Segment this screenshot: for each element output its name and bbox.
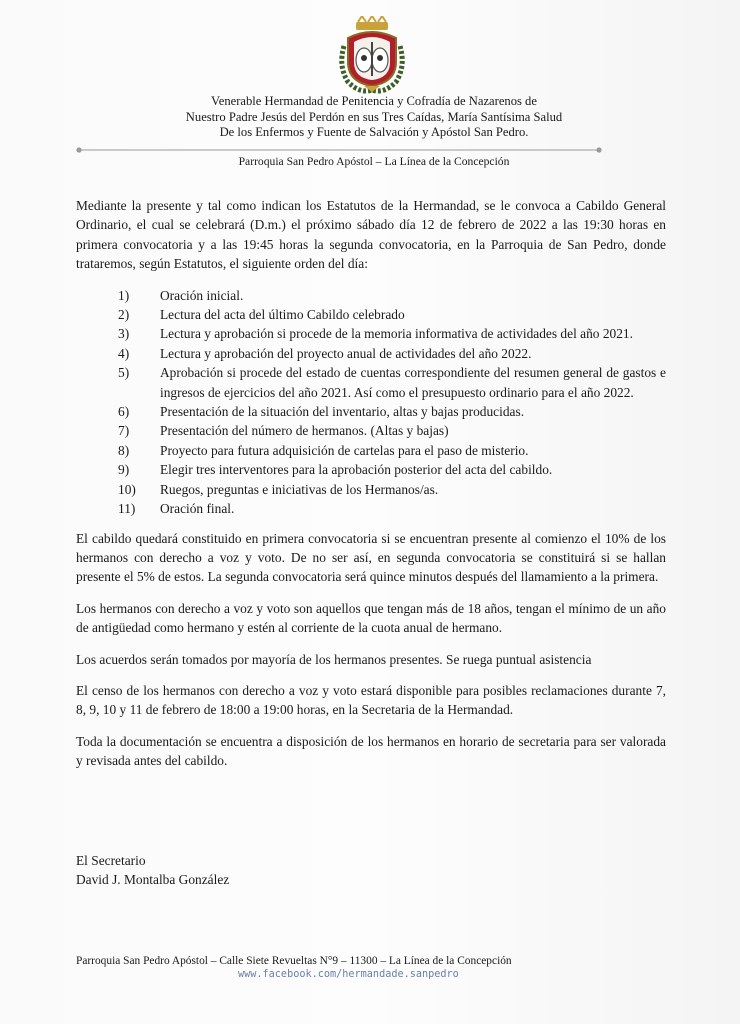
facebook-link[interactable]: www.facebook.com/hermandade.sanpedro: [238, 969, 459, 980]
agenda-number: 2): [118, 307, 130, 323]
documentation-paragraph: Toda la documentación se encuentra a disposición de los hermanos en horario de secretaria para ser valorada y revisada antes del cabildo.: [76, 733, 666, 769]
agenda-number: 3): [118, 326, 130, 342]
agenda-number: 1): [118, 287, 130, 303]
list-item: [76, 421, 666, 440]
agenda-number: 5): [118, 365, 130, 381]
list-item: [76, 344, 666, 363]
parish-subtitle: Parroquia San Pedro Apóstol – La Línea de la Concepción: [238, 155, 510, 168]
agenda-number: 9): [118, 462, 130, 478]
agenda-text: Lectura del acta del último Cabildo celebrado: [160, 307, 405, 323]
census-paragraph: El censo de los hermanos con derecho a voz y voto estará disponible para posibles reclamaciones durante 7, 8, 9, 10 y 11 de febrero de 18:00 a 19:00 horas, en la Secretaria de la Hermandad.: [76, 682, 666, 718]
agenda-text: Lectura y aprobación si procede de la memoria informativa de actividades del año 2021.: [160, 326, 633, 342]
list-item: [76, 460, 666, 479]
header-divider: [76, 147, 602, 153]
letter-body: [76, 196, 666, 771]
list-item: [76, 324, 666, 343]
voting-rights-paragraph: Los hermanos con derecho a voz y voto son aquellos que tengan más de 18 años, tengan el mínimo de un año de antigüedad como hermano y estén al corriente de la cuota anual de hermano.: [76, 600, 666, 636]
brotherhood-crest-icon: [334, 16, 410, 94]
signer-name: David J. Montalba González: [76, 872, 230, 888]
quorum-paragraph: El cabildo quedará constituido en primera convocatoria si se encuentran presente al comienzo el 10% de los hermanos con derecho a voz y voto. De no ser así, en segunda convocatoria se constituirá si se hallan presente el 5% de estos. La segunda convocatoria será quince minutos después del llamamiento a la primera.: [76, 530, 666, 585]
signer-role: El Secretario: [76, 853, 146, 868]
list-item: [76, 480, 666, 499]
agenda-text: Oración final.: [160, 501, 235, 517]
list-item: [76, 363, 666, 402]
agenda-number: 8): [118, 442, 130, 458]
agreements-paragraph: Los acuerdos serán tomados por mayoría de los hermanos presentes. Se ruega puntual asistencia: [76, 651, 592, 667]
agenda-text: Oración inicial.: [160, 287, 244, 303]
list-item: [76, 286, 666, 305]
list-item: [76, 441, 666, 460]
agenda-number: 4): [118, 345, 130, 361]
agenda-number: 7): [118, 423, 130, 439]
agenda-text: Aprobación si procede del estado de cuentas correspondiente del resumen general de gastos e ingresos de ejercicios del año 2021. Así como el presupuesto ordinario para el año 2022.: [160, 365, 666, 400]
brotherhood-name-line-3: De los Enfermos y Fuente de Salvación y Apóstol San Pedro.: [219, 125, 529, 139]
signature-block: [76, 851, 229, 890]
page-footer: [76, 954, 512, 982]
agenda-number: 11): [118, 501, 136, 517]
agenda-text: Lectura y aprobación del proyecto anual de actividades del año 2022.: [160, 345, 532, 361]
agenda-list: [76, 286, 666, 519]
agenda-text: Ruegos, preguntas e iniciativas de los Hermanos/as.: [160, 481, 439, 497]
agenda-text: Presentación de la situación del inventario, altas y bajas producidas.: [160, 404, 525, 420]
agenda-text: Proyecto para futura adquisición de cartelas para el paso de misterio.: [160, 442, 529, 458]
brotherhood-name-line-2: Nuestro Padre Jesús del Perdón en sus Tres Caídas, María Santísima Salud: [185, 109, 563, 124]
list-item: [76, 305, 666, 324]
letterhead: [0, 94, 740, 141]
footer-address: Parroquia San Pedro Apóstol – Calle Siete Revueltas N°9 – 11300 – La Línea de la Concepción: [76, 955, 512, 967]
agenda-number: 10): [118, 481, 136, 497]
brotherhood-name-line-1: Venerable Hermandad de Penitencia y Cofradía de Nazarenos de: [211, 94, 537, 108]
agenda-number: 6): [118, 404, 130, 420]
list-item: [76, 499, 666, 518]
agenda-text: Elegir tres interventores para la aprobación posterior del acta del cabildo.: [160, 462, 553, 478]
intro-paragraph: Mediante la presente y tal como indican los Estatutos de la Hermandad, se le convoca a Cabildo General Ordinario, el cual se celebrará (D.m.) el próximo sábado día 12 de febrero de 2022 a las 19:30 horas en primera convocatoria y a las 19:45 horas la segunda convocatoria, en la Parroquia de San Pedro, donde trataremos, según Estatutos, el siguiente orden del día:: [76, 198, 666, 272]
agenda-text: Presentación del número de hermanos. (Altas y bajas): [160, 423, 449, 439]
list-item: [76, 402, 666, 421]
